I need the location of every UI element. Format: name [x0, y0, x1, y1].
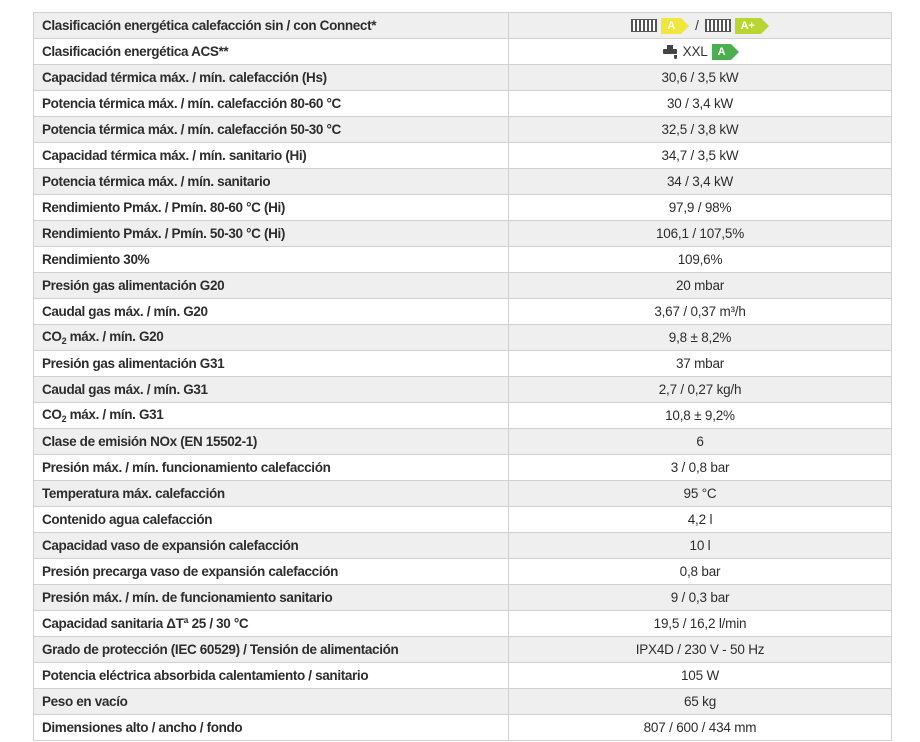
- row-value: 0,8 bar: [509, 559, 892, 585]
- row-label: Contenido agua calefacción: [34, 507, 509, 533]
- table-row: [34, 143, 892, 169]
- row-label: Temperatura máx. calefacción: [34, 481, 509, 507]
- table-row: [34, 169, 892, 195]
- table-row: [34, 637, 892, 663]
- label-prefix: CO: [42, 329, 62, 344]
- row-label: Potencia térmica máx. / mín. calefacción 80-60 °C: [34, 91, 509, 117]
- row-value: 34 / 3,4 kW: [509, 169, 892, 195]
- table-row: [34, 325, 892, 351]
- row-value: 65 kg: [509, 689, 892, 715]
- row-value: 30,6 / 3,5 kW: [509, 65, 892, 91]
- row-value: 10,8 ± 9,2%: [509, 403, 892, 429]
- row-value: 3,67 / 0,37 m³/h: [509, 299, 892, 325]
- row-label: Rendimiento 30%: [34, 247, 509, 273]
- table-row: [34, 273, 892, 299]
- table-row: [34, 377, 892, 403]
- row-label: Capacidad sanitaria ΔTª 25 / 30 °C: [34, 611, 509, 637]
- separator: /: [695, 18, 699, 34]
- table-row: [34, 221, 892, 247]
- table-row: [34, 65, 892, 91]
- row-value: 2,7 / 0,27 kg/h: [509, 377, 892, 403]
- row-value: 19,5 / 16,2 l/min: [509, 611, 892, 637]
- label-suffix: máx. / mín. G31: [66, 407, 164, 422]
- label-subscript: 2: [61, 336, 67, 346]
- row-label: Clase de emisión NOx (EN 15502-1): [34, 429, 509, 455]
- row-label: [34, 325, 509, 351]
- label-suffix: máx. / mín. G20: [66, 329, 164, 344]
- row-value: IPX4D / 230 V - 50 Hz: [509, 637, 892, 663]
- row-label: Rendimiento Pmáx. / Pmín. 50-30 °C (Hi): [34, 221, 509, 247]
- label-prefix: CO: [42, 407, 62, 422]
- row-label: Peso en vacío: [34, 689, 509, 715]
- heating-energy-class: [631, 18, 768, 34]
- row-value: 4,2 l: [509, 507, 892, 533]
- label-subscript: 2: [61, 414, 67, 424]
- row-label: Potencia térmica máx. / mín. sanitario: [34, 169, 509, 195]
- row-value: 37 mbar: [509, 351, 892, 377]
- table-row: [34, 715, 892, 741]
- row-label: Presión gas alimentación G20: [34, 273, 509, 299]
- row-value: [509, 13, 892, 39]
- table-row: [34, 481, 892, 507]
- row-value: 109,6%: [509, 247, 892, 273]
- row-label: Potencia térmica máx. / mín. calefacción 50-30 °C: [34, 117, 509, 143]
- table-row: [34, 13, 892, 39]
- table-row: [34, 533, 892, 559]
- row-label: Caudal gas máx. / mín. G20: [34, 299, 509, 325]
- table-row: [34, 39, 892, 65]
- table-row: [34, 689, 892, 715]
- spec-table-container: [33, 12, 892, 741]
- row-value: 97,9 / 98%: [509, 195, 892, 221]
- energy-label-arrow: A: [661, 18, 681, 34]
- row-value: 105 W: [509, 663, 892, 689]
- row-label: Presión gas alimentación G31: [34, 351, 509, 377]
- table-row: [34, 91, 892, 117]
- table-row: [34, 585, 892, 611]
- table-row: [34, 247, 892, 273]
- table-row: [34, 455, 892, 481]
- table-row: [34, 403, 892, 429]
- row-value: 34,7 / 3,5 kW: [509, 143, 892, 169]
- row-label: Caudal gas máx. / mín. G31: [34, 377, 509, 403]
- table-row: [34, 195, 892, 221]
- load-profile: XXL: [682, 44, 708, 60]
- table-row: [34, 611, 892, 637]
- row-label: [34, 403, 509, 429]
- row-label: Grado de protección (IEC 60529) / Tensión de alimentación: [34, 637, 509, 663]
- row-label: Presión precarga vaso de expansión calefacción: [34, 559, 509, 585]
- row-label: Clasificación energética calefacción sin / con Connect*: [34, 13, 509, 39]
- row-label: Dimensiones alto / ancho / fondo: [34, 715, 509, 741]
- table-row: [34, 559, 892, 585]
- row-value: 807 / 600 / 434 mm: [509, 715, 892, 741]
- row-value: 30 / 3,4 kW: [509, 91, 892, 117]
- row-value: 32,5 / 3,8 kW: [509, 117, 892, 143]
- row-value: 6: [509, 429, 892, 455]
- row-label: Presión máx. / mín. funcionamiento calefacción: [34, 455, 509, 481]
- row-value: 10 l: [509, 533, 892, 559]
- spec-table-body: [34, 13, 892, 741]
- table-row: [34, 429, 892, 455]
- row-label: Capacidad vaso de expansión calefacción: [34, 533, 509, 559]
- radiator-icon: [705, 19, 731, 32]
- row-value: 106,1 / 107,5%: [509, 221, 892, 247]
- spec-table: [33, 12, 892, 741]
- row-value: 9,8 ± 8,2%: [509, 325, 892, 351]
- row-value: [509, 39, 892, 65]
- table-row: [34, 507, 892, 533]
- row-value: 3 / 0,8 bar: [509, 455, 892, 481]
- row-value: 20 mbar: [509, 273, 892, 299]
- tap-icon: [661, 45, 679, 59]
- row-label: Capacidad térmica máx. / mín. calefacción (Hs): [34, 65, 509, 91]
- radiator-icon: [631, 19, 657, 32]
- row-label: Rendimiento Pmáx. / Pmín. 80-60 °C (Hi): [34, 195, 509, 221]
- row-label: Capacidad térmica máx. / mín. sanitario (Hi): [34, 143, 509, 169]
- table-row: [34, 299, 892, 325]
- row-label: Potencia eléctrica absorbida calentamiento / sanitario: [34, 663, 509, 689]
- row-label: Presión máx. / mín. de funcionamiento sanitario: [34, 585, 509, 611]
- row-value: 9 / 0,3 bar: [509, 585, 892, 611]
- energy-label-arrow: A+: [735, 18, 761, 34]
- dhw-energy-class: [661, 44, 740, 60]
- energy-label-arrow: A: [712, 44, 732, 60]
- table-row: [34, 663, 892, 689]
- row-value: 95 °C: [509, 481, 892, 507]
- table-row: [34, 351, 892, 377]
- row-label: Clasificación energética ACS**: [34, 39, 509, 65]
- table-row: [34, 117, 892, 143]
